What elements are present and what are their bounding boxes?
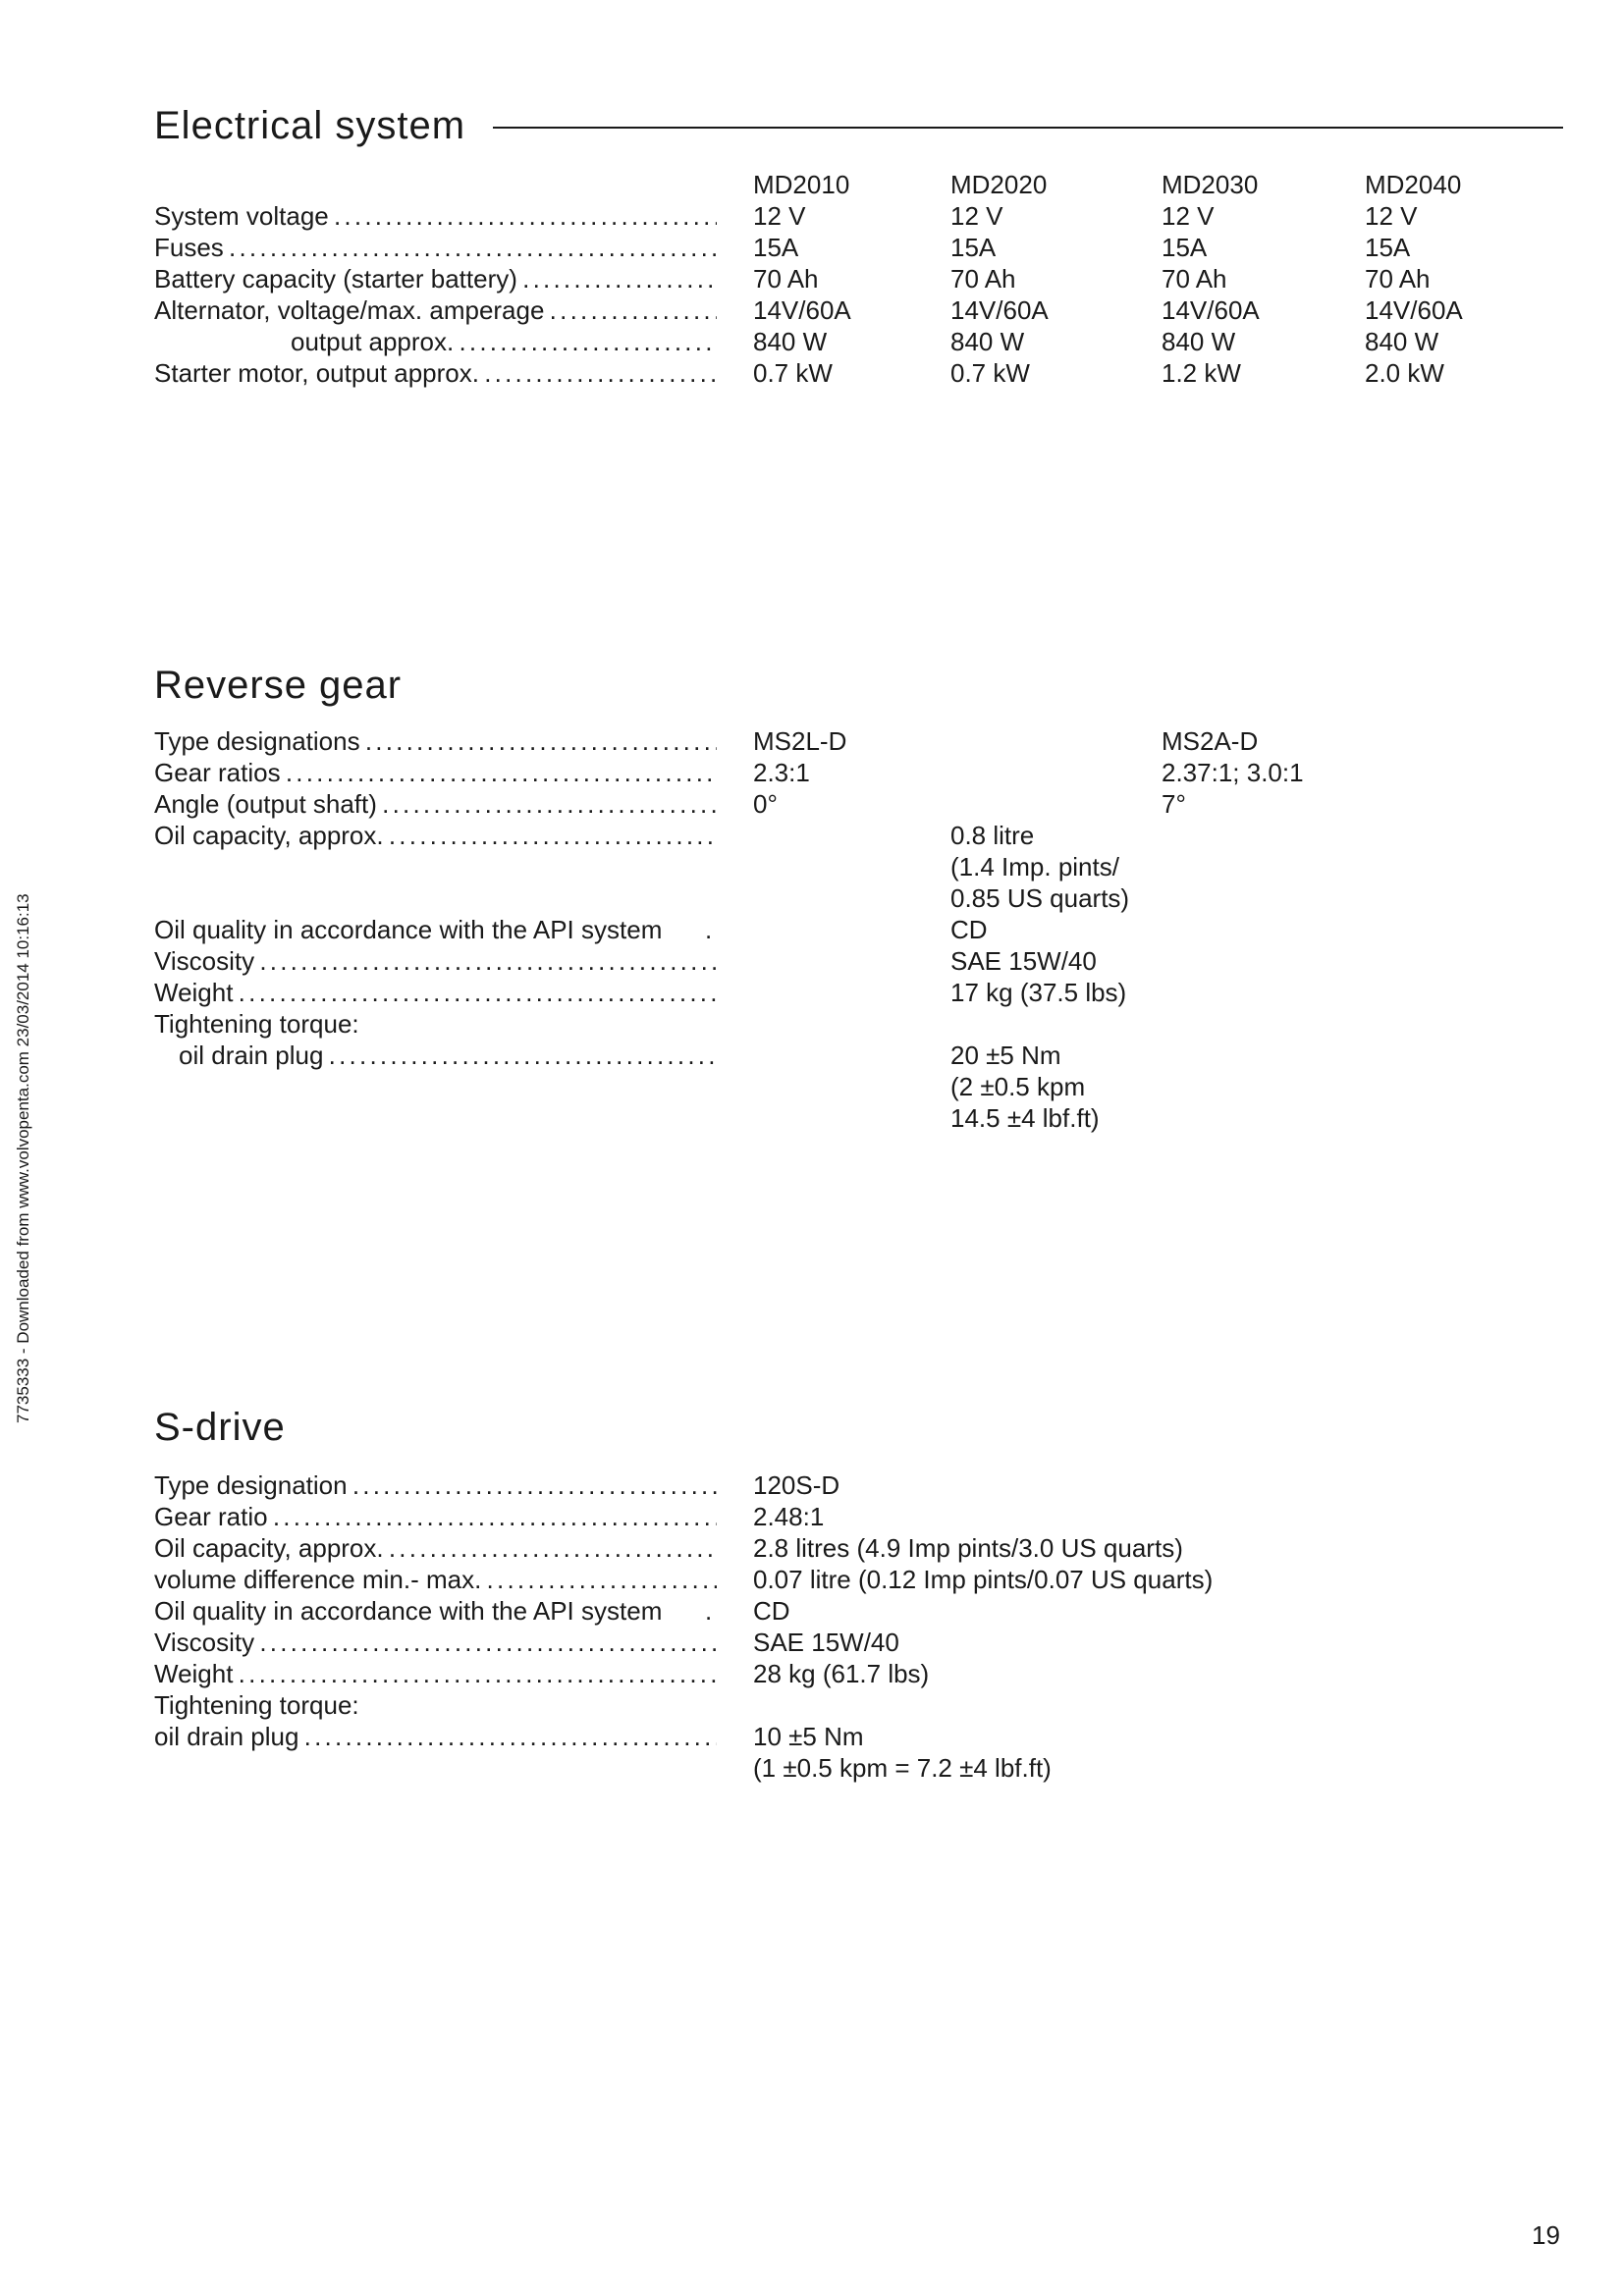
table-row: [0, 945, 1623, 977]
table-row: [0, 1501, 1623, 1532]
cell: 0°: [753, 789, 778, 819]
cell: 840 W: [1162, 327, 1236, 356]
cell: 20 ±5 Nm: [950, 1041, 1061, 1070]
row-label: Battery capacity (starter battery) . . .: [154, 263, 717, 294]
cell: 17 kg (37.5 lbs): [950, 978, 1127, 1007]
cell: 70 Ah: [950, 264, 1016, 294]
cell: 15A: [1162, 233, 1208, 262]
table-row: [0, 294, 1623, 326]
cell: 70 Ah: [753, 264, 819, 294]
cell: 0.07 litre (0.12 Imp pints/0.07 US quarts): [753, 1565, 1214, 1594]
table-row: [0, 1658, 1623, 1689]
table-row: [0, 1102, 1623, 1134]
table-row: [0, 851, 1623, 882]
cell: 12 V: [1365, 201, 1418, 231]
cell: MS2L-D: [753, 726, 847, 756]
cell: SAE 15W/40: [950, 946, 1097, 976]
table-row: [0, 977, 1623, 1008]
table-row: [0, 1564, 1623, 1595]
table-row: [0, 232, 1623, 263]
row-label: System voltage . . .: [154, 200, 717, 232]
cell: 15A: [1365, 233, 1411, 262]
s-drive-title: S-drive: [154, 1406, 286, 1449]
cell: (1 ±0.5 kpm = 7.2 ±4 lbf.ft): [753, 1753, 1052, 1783]
cell: 840 W: [753, 327, 828, 356]
row-label: Tightening torque:: [154, 1009, 359, 1039]
row-label: Gear ratio . . .: [154, 1501, 717, 1532]
table-row: [0, 326, 1623, 357]
table-row: [0, 1071, 1623, 1102]
electrical-header-row: [0, 169, 1623, 200]
table-row: [0, 1532, 1623, 1564]
cell: 14V/60A: [1365, 295, 1463, 325]
cell: 840 W: [1365, 327, 1439, 356]
reverse-gear-title: Reverse gear: [154, 664, 403, 707]
table-row: [0, 882, 1623, 914]
table-row: [0, 757, 1623, 788]
cell: 12 V: [753, 201, 806, 231]
page-number: 19: [1532, 2220, 1560, 2250]
cell: 1.2 kW: [1162, 358, 1241, 388]
row-label: Oil quality in accordance with the API system: [154, 915, 663, 944]
table-row: [0, 1689, 1623, 1721]
cell: 12 V: [950, 201, 1003, 231]
cell: 15A: [950, 233, 997, 262]
row-label: Starter motor, output approx. . . .: [154, 357, 717, 389]
cell: SAE 15W/40: [753, 1628, 899, 1657]
table-row: [0, 1721, 1623, 1752]
cell: 70 Ah: [1162, 264, 1227, 294]
table-row: [0, 200, 1623, 232]
table-row: [0, 788, 1623, 820]
cell: 0.7 kW: [950, 358, 1030, 388]
cell: 2.48:1: [753, 1502, 825, 1531]
cell: 2.37:1; 3.0:1: [1162, 758, 1304, 787]
cell: (2 ±0.5 kpm: [950, 1072, 1086, 1101]
row-label: volume difference min.- max. . . .: [154, 1564, 717, 1595]
row-label: oil drain plug . . .: [154, 1721, 717, 1752]
table-row: [0, 914, 1623, 945]
cell: 120S-D: [753, 1470, 840, 1500]
table-row: [0, 1040, 1623, 1071]
label-trail-dot: .: [705, 1596, 713, 1626]
row-label: Type designations . . .: [154, 725, 717, 757]
row-label: oil drain plug . . .: [179, 1040, 717, 1071]
row-label: Angle (output shaft) . . .: [154, 788, 717, 820]
row-label: Alternator, voltage/max. amperage . . .: [154, 294, 717, 326]
cell: 14V/60A: [950, 295, 1049, 325]
electrical-title: Electrical system: [154, 104, 466, 147]
col-md2030: MD2030: [1162, 170, 1259, 199]
cell: 12 V: [1162, 201, 1215, 231]
table-row: [0, 725, 1623, 757]
cell: 0.7 kW: [753, 358, 833, 388]
row-label: Gear ratios . . .: [154, 757, 717, 788]
cell: (1.4 Imp. pints/: [950, 852, 1119, 881]
row-label: Oil capacity, approx. . . .: [154, 820, 717, 851]
row-label: Weight . . .: [154, 1658, 717, 1689]
download-watermark: 7735333 - Downloaded from www.volvopenta.com 23/03/2014 10:16:13: [14, 893, 32, 1423]
table-row: [0, 1469, 1623, 1501]
cell: 28 kg (61.7 lbs): [753, 1659, 930, 1688]
col-md2020: MD2020: [950, 170, 1048, 199]
heading-rule: [493, 127, 1563, 129]
cell: 0.85 US quarts): [950, 883, 1130, 913]
row-label: Viscosity . . .: [154, 945, 717, 977]
row-label: Oil quality in accordance with the API system: [154, 1596, 663, 1626]
cell: 15A: [753, 233, 799, 262]
row-label: Weight . . .: [154, 977, 717, 1008]
row-label: Oil capacity, approx. . . .: [154, 1532, 717, 1564]
cell: 2.8 litres (4.9 Imp pints/3.0 US quarts): [753, 1533, 1183, 1563]
cell: 70 Ah: [1365, 264, 1431, 294]
row-label: Fuses . . .: [154, 232, 717, 263]
row-label: Viscosity . . .: [154, 1627, 717, 1658]
table-row: [0, 263, 1623, 294]
cell: MS2A-D: [1162, 726, 1259, 756]
cell: 10 ±5 Nm: [753, 1722, 864, 1751]
cell: 840 W: [950, 327, 1025, 356]
col-md2040: MD2040: [1365, 170, 1462, 199]
label-trail-dot: .: [705, 915, 713, 944]
table-row: [0, 357, 1623, 389]
table-row: [0, 820, 1623, 851]
row-label: Tightening torque:: [154, 1690, 359, 1720]
cell: 14V/60A: [1162, 295, 1260, 325]
cell: CD: [950, 915, 988, 944]
cell: 14.5 ±4 lbf.ft): [950, 1103, 1100, 1133]
table-row: [0, 1008, 1623, 1040]
table-row: [0, 1752, 1623, 1784]
cell: 2.0 kW: [1365, 358, 1444, 388]
cell: 14V/60A: [753, 295, 851, 325]
cell: 0.8 litre: [950, 821, 1035, 850]
table-row: [0, 1595, 1623, 1627]
cell: 2.3:1: [753, 758, 810, 787]
row-label: output approx. . . .: [291, 326, 717, 357]
col-md2010: MD2010: [753, 170, 850, 199]
cell: CD: [753, 1596, 790, 1626]
table-row: [0, 1627, 1623, 1658]
row-label: Type designation . . .: [154, 1469, 717, 1501]
cell: 7°: [1162, 789, 1186, 819]
